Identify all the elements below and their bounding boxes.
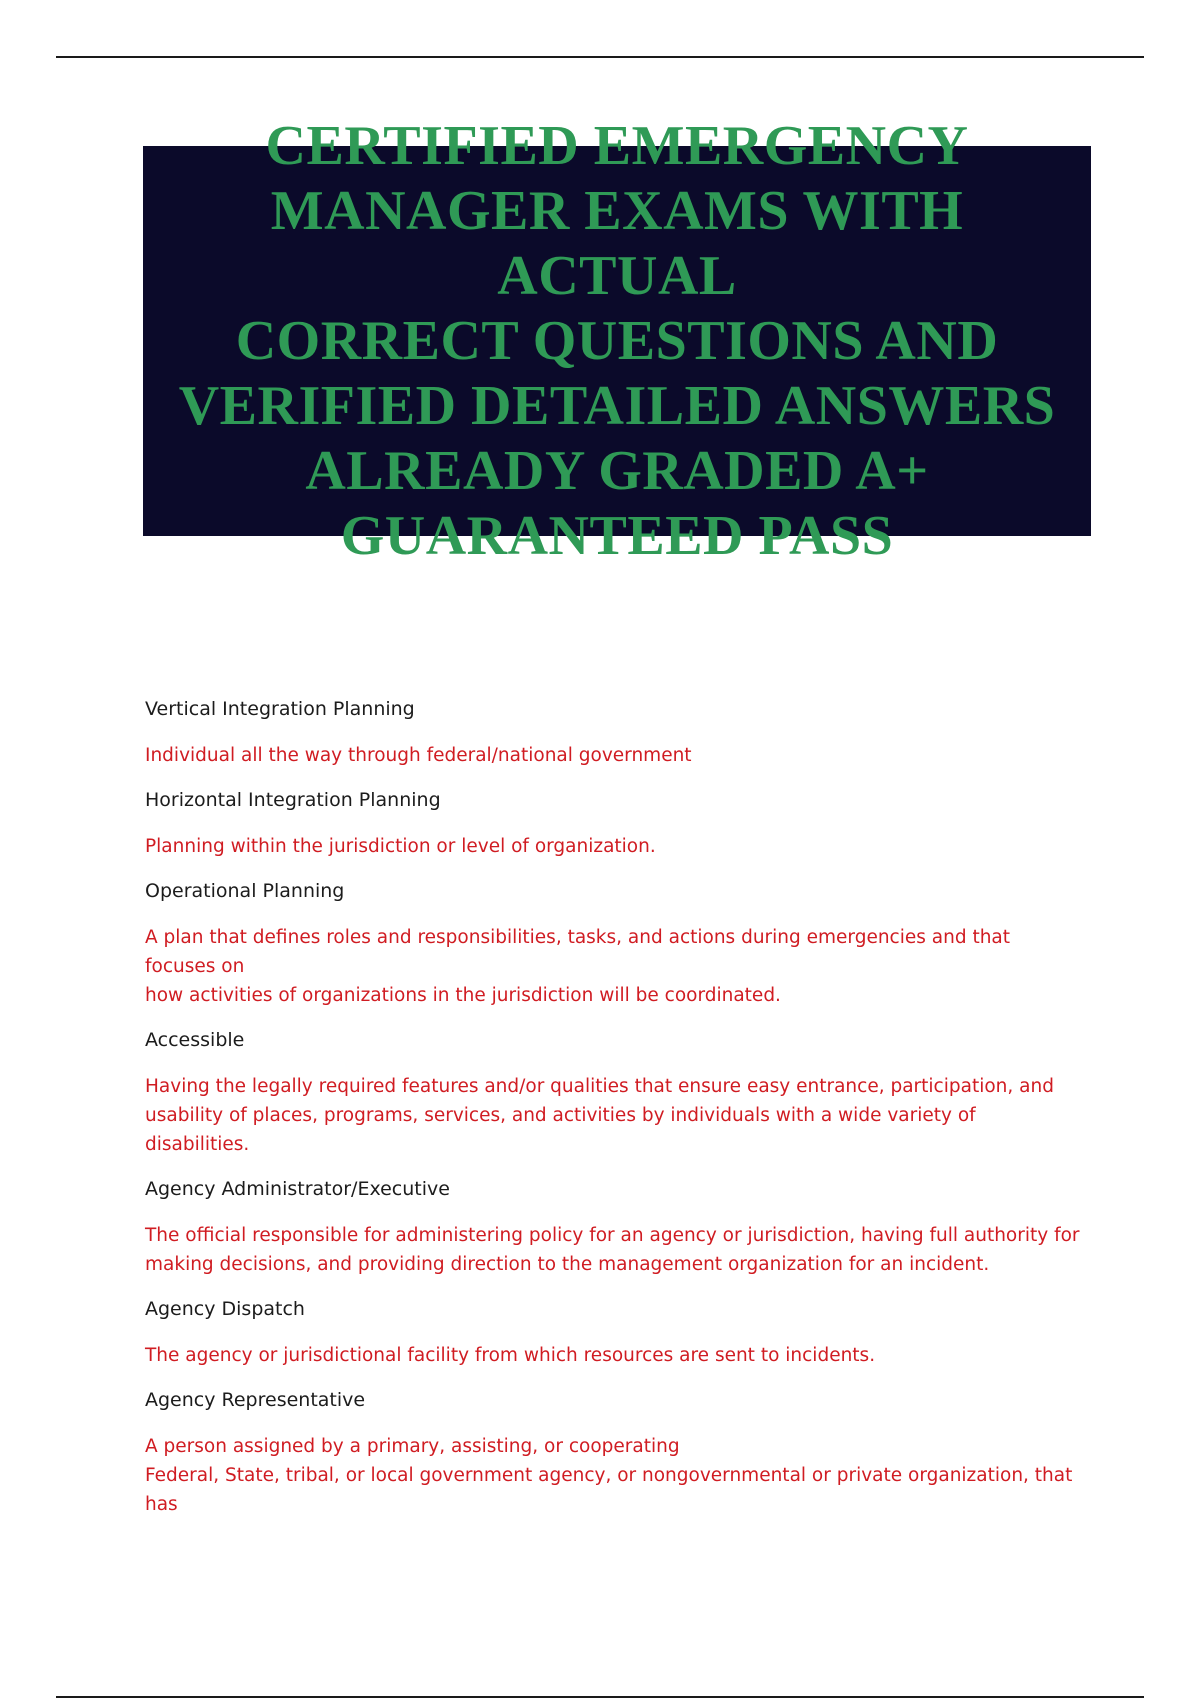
glossary-term: Agency Administrator/Executive <box>145 1178 450 1200</box>
glossary-definition: Having the legally required features and/or qualities that ensure easy entrance, participation, and usability of places, programs, services, and activities by individuals with a wide variety of disabilities. <box>145 1076 1054 1155</box>
glossary-term: Operational Planning <box>145 880 345 902</box>
top-rule <box>56 56 1144 58</box>
glossary-term: Agency Dispatch <box>145 1298 305 1320</box>
glossary-entry <box>145 1026 1085 1159</box>
glossary-entry <box>145 1386 1085 1519</box>
glossary-definition: A plan that defines roles and responsibilities, tasks, and actions during emergencies and that focuses on how activities of organizations in the jurisdiction will be coordinated. <box>145 927 1011 1006</box>
glossary-entry <box>145 695 1085 770</box>
title-banner <box>143 114 1091 567</box>
glossary-term: Agency Representative <box>145 1389 366 1411</box>
glossary-entry <box>145 1295 1085 1370</box>
glossary-definition: The agency or jurisdictional facility from which resources are sent to incidents. <box>145 1345 876 1366</box>
glossary-definition: The official responsible for administering policy for an agency or jurisdiction, having full authority for making decisions, and providing direction to the management organization for an incident. <box>145 1225 1080 1275</box>
document-title: CERTIFIED EMERGENCY MANAGER EXAMS WITH ACTUAL CORRECT QUESTIONS AND VERIFIED DETAILED ANSWERS ALREADY GRADED A+ GUARANTEED PASS <box>178 114 1056 567</box>
glossary-term: Accessible <box>145 1029 245 1051</box>
glossary-definition: A person assigned by a primary, assisting, or cooperating Federal, State, tribal, or local government agency, or nongovernmental or private organization, that has <box>145 1436 1073 1515</box>
glossary-term: Horizontal Integration Planning <box>145 789 441 811</box>
bottom-rule <box>56 1696 1144 1698</box>
glossary-definition: Individual all the way through federal/national government <box>145 745 692 766</box>
glossary-entry <box>145 786 1085 861</box>
glossary-list <box>145 695 1085 1535</box>
glossary-entry <box>145 877 1085 1010</box>
glossary-definition: Planning within the jurisdiction or level of organization. <box>145 836 656 857</box>
glossary-term: Vertical Integration Planning <box>145 698 415 720</box>
glossary-entry <box>145 1175 1085 1279</box>
